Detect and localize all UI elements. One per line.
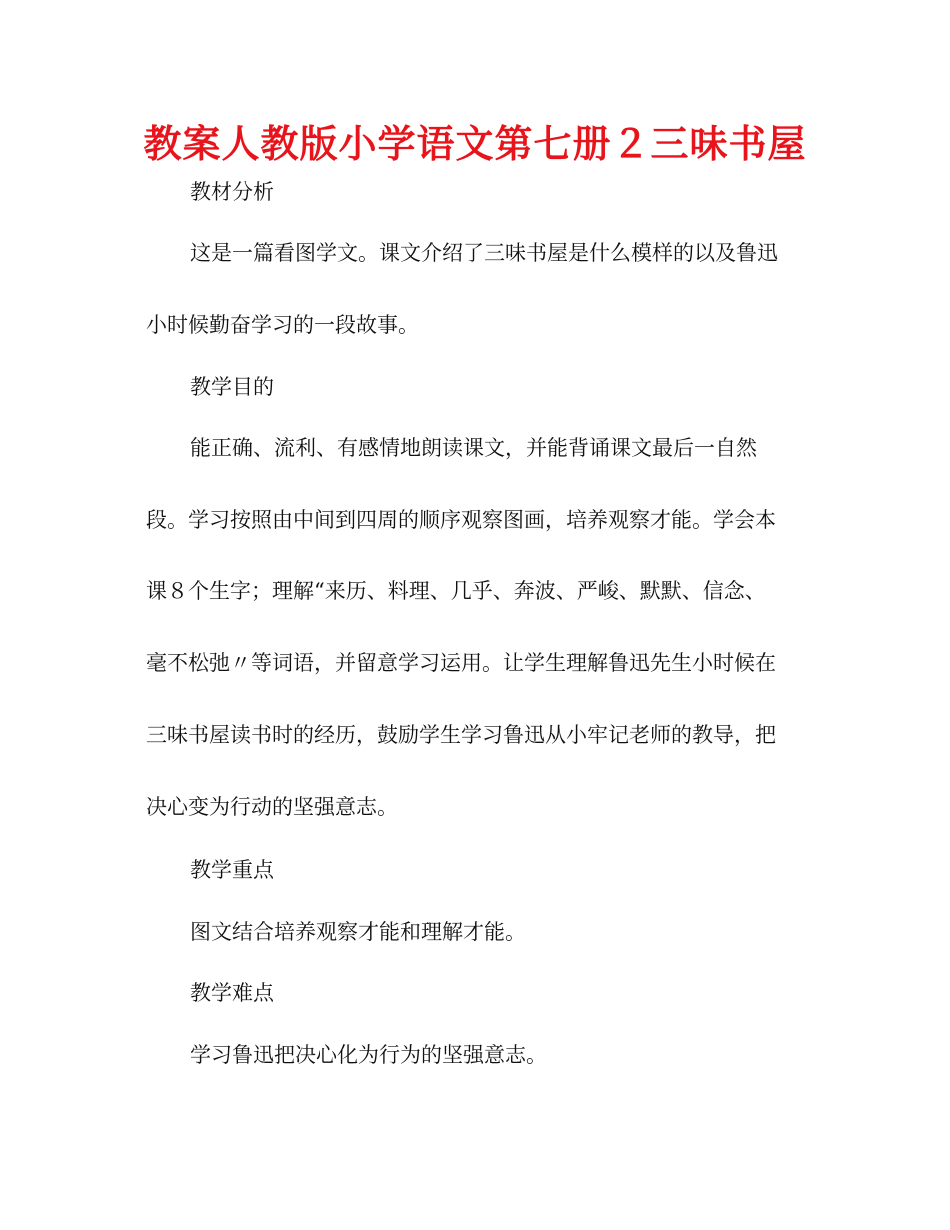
heading-teaching-objectives: 教学目的	[190, 375, 274, 399]
paragraph-line: 小时候勤奋学习的一段故事。	[146, 313, 419, 337]
paragraph-line: 段。学习按照由中间到四周的顺序观察图画，培养观察才能。学会本	[146, 508, 776, 532]
paragraph-line: 能正确、流利、有感情地朗读课文，并能背诵课文最后一自然	[190, 436, 757, 460]
paragraph-line: 学习鲁迅把决心化为行为的坚强意志。	[190, 1043, 547, 1067]
paragraph-line: 这是一篇看图学文。课文介绍了三味书屋是什么模样的以及鲁迅	[190, 241, 778, 265]
heading-textbook-analysis: 教材分析	[190, 180, 274, 204]
paragraph-line: 课８个生字；理解“来历、料理、几乎、奔波、严峻、默默、信念、	[146, 579, 766, 603]
paragraph-line: 毫不松弛〃等词语，并留意学习运用。让学生理解鲁迅先生小时候在	[146, 651, 776, 675]
paragraph-line: 图文结合培养观察才能和理解才能。	[190, 920, 526, 944]
heading-difficult-points: 教学难点	[190, 981, 274, 1005]
document-title: 教案人教版小学语文第七册２三味书屋	[143, 122, 807, 166]
paragraph-line: 三味书屋读书时的经历，鼓励学生学习鲁迅从小牢记老师的教导，把	[146, 723, 776, 747]
heading-key-points: 教学重点	[190, 858, 274, 882]
paragraph-line: 决心变为行动的坚强意志。	[146, 795, 398, 819]
